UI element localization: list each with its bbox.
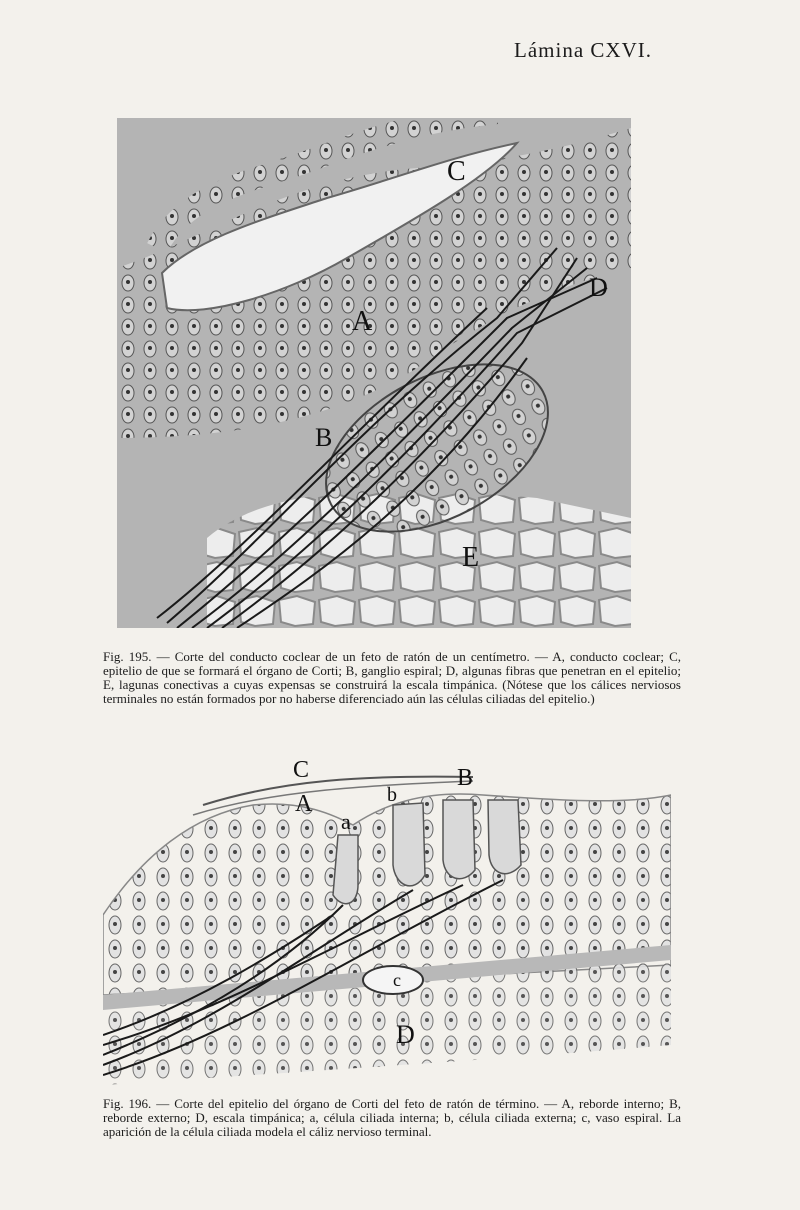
label-E: E [462, 542, 480, 573]
label-A: A [295, 791, 313, 817]
figure-195-drawing [117, 118, 631, 628]
label-A: A [352, 306, 373, 337]
figure-195-illustration [117, 118, 631, 628]
label-D: D [589, 273, 608, 302]
label-C: C [293, 757, 310, 783]
label-B: B [457, 765, 474, 791]
label-D: D [396, 1020, 415, 1049]
label-C: C [447, 156, 466, 187]
label-b: b [387, 784, 397, 806]
figure-196-drawing [103, 745, 671, 1085]
figure-196-caption: Fig. 196. — Corte del epitelio del órgano de Corti del feto de ratón de término. — A, reborde interno; B, reborde externo; D, escala timpánica; a, célula ciliada interna; b, célula ciliada externa; c, vaso espiral. La aparición de la célula ciliada modela el cáliz nervioso terminal. [103, 1096, 681, 1139]
plate-title: Lámina CXVI. [514, 38, 652, 62]
figure-195-caption: Fig. 195. — Corte del conducto coclear de un feto de ratón de un centímetro. — A, conducto coclear; C, epitelio de que se formará el órgano de Corti; B, ganglio espiral; D, algunas fibras que penetran en el epitelio; E, lagunas conectivas a cuyas expensas se construirá la escala timpánica. (Nótese que los cálices nerviosos terminales no están formados por no haberse diferenciado aún las células ciliadas del epitelio.) [103, 649, 681, 706]
label-B: B [315, 423, 333, 452]
label-c: c [393, 970, 401, 990]
figure-196-illustration [103, 745, 671, 1085]
label-a: a [341, 809, 351, 834]
